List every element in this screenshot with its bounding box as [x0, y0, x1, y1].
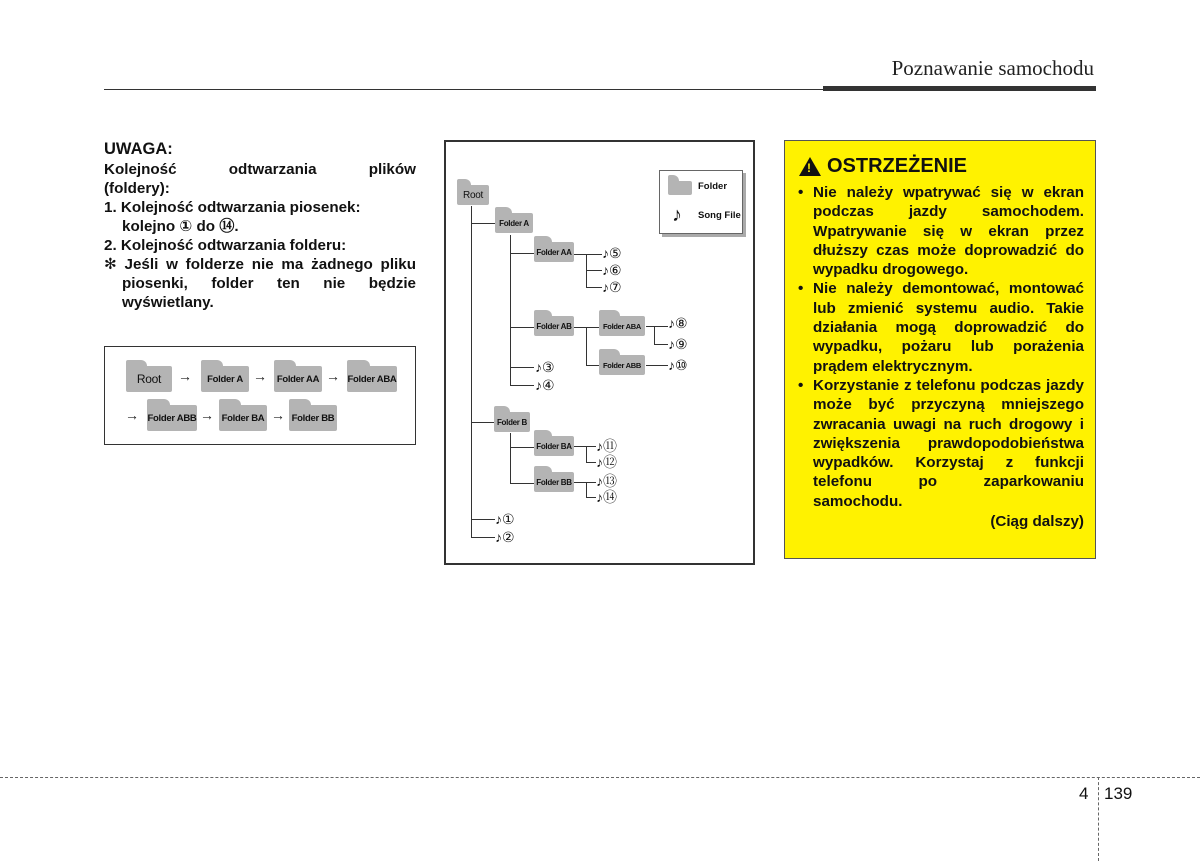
folder-icon: Folder ABB: [147, 405, 197, 431]
folder-icon: Folder A: [201, 366, 249, 392]
tree-connector: [646, 365, 668, 366]
warning-item: • Nie należy demontować, montować lub zmienić systemu audio. Takie działania mogą doprowadzić do wypadku, pożaru lub porażenia prądem elektrycznym.: [795, 279, 1084, 375]
song-file-icon: ♪⑫: [596, 454, 617, 470]
song-file-icon: ♪②: [495, 529, 515, 545]
song-file-icon: ♪④: [535, 377, 555, 393]
tree-connector: [586, 482, 587, 497]
header-rule-accent: [823, 86, 1096, 91]
song-file-icon: ♪⑭: [596, 489, 617, 505]
tree-folder-bb: Folder BB: [534, 472, 574, 492]
arrow-icon: →: [200, 407, 214, 423]
arrow-icon: →: [253, 368, 267, 384]
folder-icon: Root: [126, 366, 172, 392]
note-item-2: 2. Kolejność odtwarzania folderu:: [104, 237, 347, 254]
page-header-title: Poznawanie samochodu: [891, 56, 1094, 80]
tree-connector: [572, 446, 596, 447]
continued-label: (Ciąg dalszy): [990, 513, 1084, 531]
tree-connector: [586, 497, 596, 498]
folder-icon: Folder BB: [289, 405, 337, 431]
tree-connector: [510, 483, 534, 484]
song-file-icon: ♪⑨: [668, 336, 688, 352]
arrow-icon: →: [326, 368, 340, 384]
tree-connector: [471, 537, 495, 538]
tree-folder-aa: Folder AA: [534, 242, 574, 262]
note-item-1-cont: kolejno ① do ⑭.: [122, 218, 239, 235]
song-file-icon: ♪①: [495, 511, 515, 527]
note-title: UWAGA:: [104, 140, 173, 158]
tree-folder-abb: Folder ABB: [599, 355, 645, 375]
warning-item: • Korzystanie z telefonu podczas jazdy może być przyczyną mniejszego zwracania uwagi na ruch drogowy i zwiększenia prawdopodobieństwa wypadków. Korzystaj z funkcji telefonu po zaparkowaniu samochodu.: [795, 376, 1084, 511]
song-file-icon: ♪③: [535, 359, 555, 375]
arrow-icon: →: [125, 407, 139, 423]
music-note-icon: ♪: [672, 204, 682, 226]
tree-connector: [471, 206, 472, 538]
note-item-1: 1. Kolejność odtwarzania piosenek:: [104, 199, 361, 216]
arrow-icon: →: [271, 407, 285, 423]
tree-connector: [510, 433, 511, 483]
tree-connector: [471, 223, 496, 224]
tree-connector: [510, 235, 511, 386]
tree-connector: [510, 327, 535, 328]
folder-icon: Folder AA: [274, 366, 322, 392]
tree-folder-root: Root: [457, 185, 489, 205]
warning-list: [795, 183, 1084, 511]
tree-connector: [654, 326, 655, 344]
note-section: [104, 140, 416, 312]
note-word: plików: [368, 161, 416, 178]
footer-divider: [1098, 777, 1099, 861]
warning-title: [799, 155, 1084, 178]
folder-order-diagram: [104, 346, 416, 445]
warning-triangle-icon: !: [799, 157, 821, 176]
page-number: 139: [1104, 784, 1133, 803]
footer-rule: [0, 777, 1200, 778]
tree-connector: [510, 253, 534, 254]
legend-folder-label: Folder: [698, 181, 728, 192]
tree-connector: [510, 385, 534, 386]
tree-folder-ba: Folder BA: [534, 436, 574, 456]
note-word: Kolejność: [104, 161, 177, 178]
song-file-icon: ♪⑦: [602, 279, 622, 295]
tree-connector: [586, 462, 596, 463]
chapter-number: 4: [1079, 784, 1089, 803]
note-word: odtwarzania: [228, 161, 317, 178]
warning-item: • Nie należy wpatrywać się w ekran podczas jazdy samochodem. Wpatrywanie się w ekran przez dłuższy czas może doprowadzić do wypadku drogowego.: [795, 183, 1084, 279]
tree-connector: [510, 367, 534, 368]
note-line-2: (foldery):: [104, 180, 170, 197]
tree-connector: [586, 365, 599, 366]
tree-folder-a: Folder A: [495, 213, 533, 233]
tree-connector: [471, 519, 495, 520]
note-line-1: [104, 160, 416, 179]
song-file-icon: ♪⑧: [668, 315, 688, 331]
tree-connector: [586, 446, 587, 462]
folder-icon: Folder BA: [219, 405, 267, 431]
arrow-icon: →: [178, 368, 192, 384]
warning-title-text: OSTRZEŻENIE: [827, 155, 968, 177]
tree-connector: [654, 344, 668, 345]
tree-connector: [471, 422, 496, 423]
tree-connector: [586, 270, 602, 271]
note-item-3: ✻ Jeśli w folderze nie ma żadnego pliku piosenki, folder ten nie będzie wyświetlany.: [104, 256, 416, 311]
song-file-icon: ♪⑥: [602, 262, 622, 278]
tree-connector: [586, 287, 602, 288]
song-file-icon: ♪⑬: [596, 473, 617, 489]
tree-connector: [586, 327, 587, 365]
tree-connector: [646, 326, 668, 327]
legend: [659, 170, 743, 234]
folder-icon: Folder ABA: [347, 366, 397, 392]
tree-folder-aba: Folder ABA: [599, 316, 645, 336]
tree-folder-b: Folder B: [494, 412, 530, 432]
song-file-icon: ♪⑤: [602, 245, 622, 261]
tree-connector: [510, 447, 534, 448]
legend-song-label: Song File: [698, 210, 741, 221]
folder-tree-diagram: [444, 140, 755, 565]
song-file-icon: ♪⑪: [596, 438, 617, 454]
warning-box: [784, 140, 1096, 559]
song-file-icon: ♪⑩: [668, 357, 688, 373]
tree-folder-ab: Folder AB: [534, 316, 574, 336]
folder-icon: [668, 181, 692, 195]
tree-connector: [572, 254, 602, 255]
tree-connector: [572, 482, 596, 483]
